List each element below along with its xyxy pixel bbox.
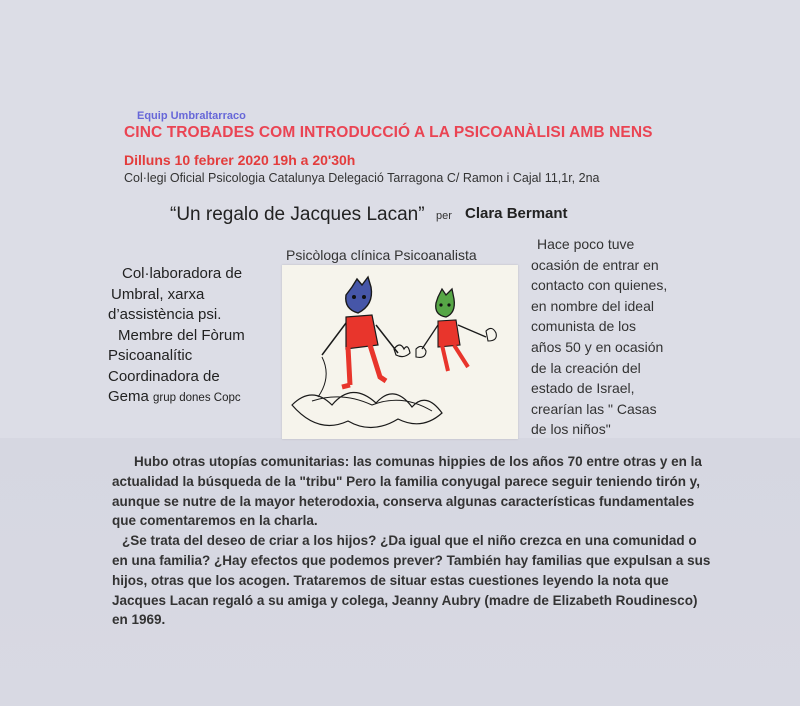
event-venue: Col·legi Oficial Psicologia Catalunya Delegació Tarragona C/ Ramon i Cajal 11,1r, 2na — [124, 171, 600, 185]
page-title: CINC TROBADES COM INTRODUCCIÓ A LA PSICOANÀLISI AMB NENS — [124, 124, 653, 141]
child-drawing-image — [282, 265, 518, 439]
speaker-name: Clara Bermant — [465, 205, 568, 222]
bio-line: Col·laboradora de — [122, 265, 243, 282]
intro-line: ocasión de entrar en — [531, 256, 659, 273]
speaker-role: Psicòloga clínica Psicoanalista — [286, 247, 477, 263]
intro-line: comunista de los — [531, 318, 637, 335]
team-name: Equip Umbraltarraco — [137, 110, 246, 122]
intro-line: crearían las " Casas — [531, 400, 657, 417]
speaker-bio — [108, 264, 245, 409]
intro-line: Hace poco tuve — [537, 236, 635, 252]
bio-line: d’assistència psi. — [108, 306, 222, 323]
body-paragraph: Hubo otras utopías comunitarias: las comunas hippies de los años 70 entre otras y en la actualidad la búsqueda de la "tribu" Pero la familia conyugal parece seguir teniendo tirón y, aunque se nutre de la mayor heterodoxia, conserva algunas características fundamentales que comentaremos en la charla. — [112, 454, 702, 529]
by-label: per — [436, 210, 452, 222]
bio-line: Umbral, xarxa — [111, 285, 205, 303]
intro-line: años 50 y en ocasión — [531, 338, 664, 355]
intro-line: de la creación del — [531, 359, 641, 376]
intro-text — [531, 234, 667, 440]
bio-line: Membre del Fòrum — [118, 326, 245, 344]
body-paragraph: ¿Se trata del deseo de criar a los hijos? ¿Da igual que el niño crezca en una comunidad o en una familia? ¿Hay efectos que podemos prever? También hay familias que expulsan a sus hijos, otras que los acogen. Trataremos de situar estas cuestiones leyendo la nota que Jacques Lacan regaló a su amiga y colega, Jeanny Aubry (madre de Elizabeth Roudinesco) en 1969. — [112, 533, 711, 628]
bio-org-note: grup dones Copc — [153, 392, 241, 404]
intro-line: en nombre del ideal — [531, 297, 654, 314]
intro-line: de los niños" — [531, 421, 611, 438]
talk-title: “Un regalo de Jacques Lacan” — [170, 204, 425, 225]
child-drawing-icon — [282, 265, 518, 439]
bio-line: Coordinadora de — [108, 367, 220, 385]
bio-line — [108, 387, 245, 409]
body-text — [112, 452, 712, 630]
bio-org: Gema — [108, 388, 149, 405]
intro-line: contacto con quienes, — [531, 277, 668, 294]
bio-line: Psicoanalític — [108, 347, 193, 364]
intro-line: estado de Israel, — [531, 380, 635, 397]
event-date: Dilluns 10 febrer 2020 19h a 20'30h — [124, 152, 356, 168]
